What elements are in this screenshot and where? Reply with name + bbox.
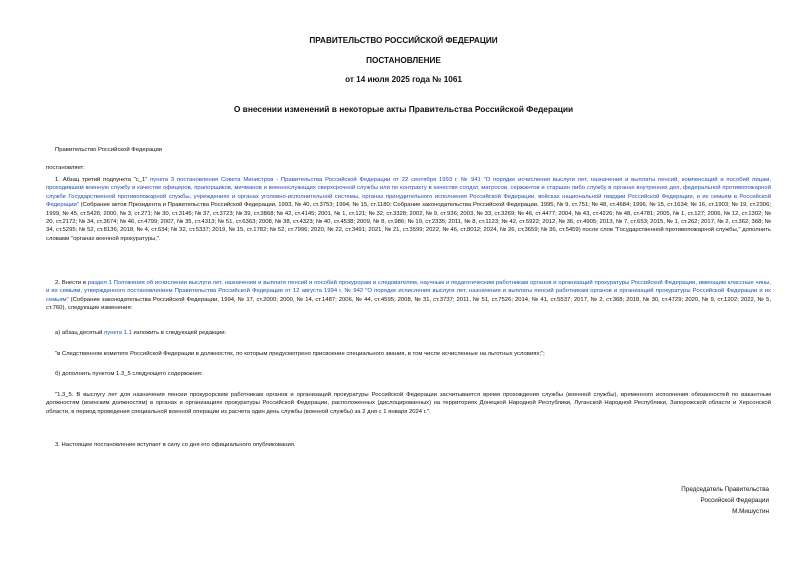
paragraph-item-2 (46, 279, 771, 313)
signature-position-line-2: Российской Федерации (700, 497, 769, 504)
document-date-number: от 14 июля 2025 года № 1061 (345, 75, 462, 84)
quote-b: "1.3_5. В выслугу лет для назначения пенсии прокурорским работникам органов и организаций прокуратуры Российской Федерации засчитывается время прохождения службы (военной службы), временного исполнения обязанностей по вакантным должностям (воинским должностям) в органах и организациях прокуратуры Российской Федерации, расположенных (дислоцированных) на территориях Донецкой Народной Республики, Луганской Народной Республики, Запорожской области и Херсонской области, в период проведения специальной военной операции из расчета один день службы (военной службы) за 2 дня с 1 января 2024 г.". (46, 392, 771, 415)
item-2a-intro: а) абзац десятый (55, 330, 105, 336)
paragraph-item-3: 3. Настоящее постановление вступает в силу со дня его официального опубликования. (55, 442, 296, 448)
item-1-link[interactable]: пункта 3 постановления Совета Министров - Правительства Российской Федерации от 22 сентября 1993 г. № 941 "О порядке исчисления выслуги лет, назначения и выплаты пенсий, компенсаций и пособий лицам, проходившим военную службу в качестве офицеров, прапорщиков, мичманов и военнослужащих сверхсрочной службы или по контракту в качестве солдат, матросов, сержантов и старшин либо службу в органах внутренних дел, федеральной противопожарной службе Государственной противопожарной службы, учреждениях и органах уголовно-исполнительной системы, органах принудительного исполнения Российской Федерации, войсках национальной гвардии Российской Федерации, и их семьям в Российской Федерации" (46, 177, 771, 209)
item-2a-rest: изложить в следующей редакции: (131, 330, 227, 336)
issuer-line: Правительство Российской Федерации (55, 147, 163, 153)
paragraph-item-1 (46, 176, 771, 243)
signature-name: М.Мишустин (732, 508, 769, 515)
item-1-rest: (Собрание актов Президента и Правительства Российской Федерации, 1993, № 40, ст.3753; 1994, № 15, ст.1180; Собрание законодательства Российской Федерации, 1995, № 9, ст.751; № 48, ст.4684; 1996, № 15, ст.1634; № 16, ст.1903; № 19, ст.2306; 1999, № 45, ст.5426; 2000, № 3, ст.271; № 30, ст.3145; № 37, ст.3723; № 39, ст.3868; № 42, ст.4145; 2001, № 1, ст.121; № 32, ст.3328; 2002, № 9, ст.936; 2003, № 33, ст.3269; № 46, ст.4477; 2004, № 43, ст.4226; № 48, ст.4781; 2005, № 1, ст.127; 2006, № 12, ст.1302; № 20, ст.2172; № 34, ст.3674; № 46, ст.4799; 2007, № 35, ст.4313; № 51, ст.6363; 2008, № 38, ст.4323; № 40, ст.4538; 2009, № 8, ст.986; № 19, ст.2335; 2011, № 8, ст.1123; № 42, ст.5922; 2012, № 36, ст.4905; 2013, № 7, ст.653; 2015, № 1, ст.262; 2017, № 2, ст.362, 368; № 34, ст.5295; № 52, ст.8136; 2018, № 4, ст.634; № 32, ст.5337; 2019, № 15, ст.1782; № 52, ст.7996; 2020, № 22, ст.3491; 2021, № 21, ст.3599; 2022, № 46, ст.8012; 2024, № 26, ст.3659; № 36, ст.5459) после слов "Государственной противопожарной службы," дополнить словами "органах военной прокуратуры,". (46, 202, 771, 242)
signature-position-line-1: Председатель Правительства (681, 486, 769, 493)
paragraph-item-2b: б) дополнить пунктом 1.3_5 следующего содержания: (55, 371, 203, 377)
quote-a: "в Следственном комитете Российской Федерации в должностях, по которым предусмотрено присвоение специального звания, в том числе исчисленные на льготных условиях;"; (55, 351, 545, 357)
government-heading: ПРАВИТЕЛЬСТВО РОССИЙСКОЙ ФЕДЕРАЦИИ (309, 36, 498, 45)
item-2-rest: (Собрание законодательства Российской Федерации, 1994, № 17, ст.2000; 2000, № 14, ст.1487; 2006, № 44, ст.4595; 2008, № 31, ст.3737; 2011, № 51, ст.7526; 2014, № 41, ст.5537; 2017, № 2, ст.368; 2018, № 30, ст.4729; 2020, № 9, ст.1202; 2022, № 5, ст.760), следующие изменения: (46, 296, 771, 312)
item-2a-link[interactable]: пункта 1.1 (104, 330, 132, 336)
document-type: ПОСТАНОВЛЕНИЕ (366, 56, 441, 65)
paragraph-item-2a (46, 329, 771, 337)
item-2-intro: 2. Внести в (55, 280, 88, 286)
document-title: О внесении изменений в некоторые акты Правительства Российской Федерации (233, 104, 574, 114)
item-1-intro: 1. Абзац третий подпункта "с_1" (55, 177, 151, 183)
item-2-link[interactable]: раздел 1 Положения об исчислении выслуги лет, назначении и выплате пенсий и пособий прокурорам и следователям, научным и педагогическим работникам органов и организаций прокуратуры Российской Федерации, имеющим классные чины, и их семьям, утвержденного постановлением Правительства Российской Федерации от 12 августа 1994 г. № 942 "О порядке исчисления выслуги лет, назначения и выплаты пенсий работникам органов и организаций прокуратуры Российской Федерации и их семьям" (46, 280, 771, 303)
decrees-line: постановляет: (46, 165, 85, 171)
